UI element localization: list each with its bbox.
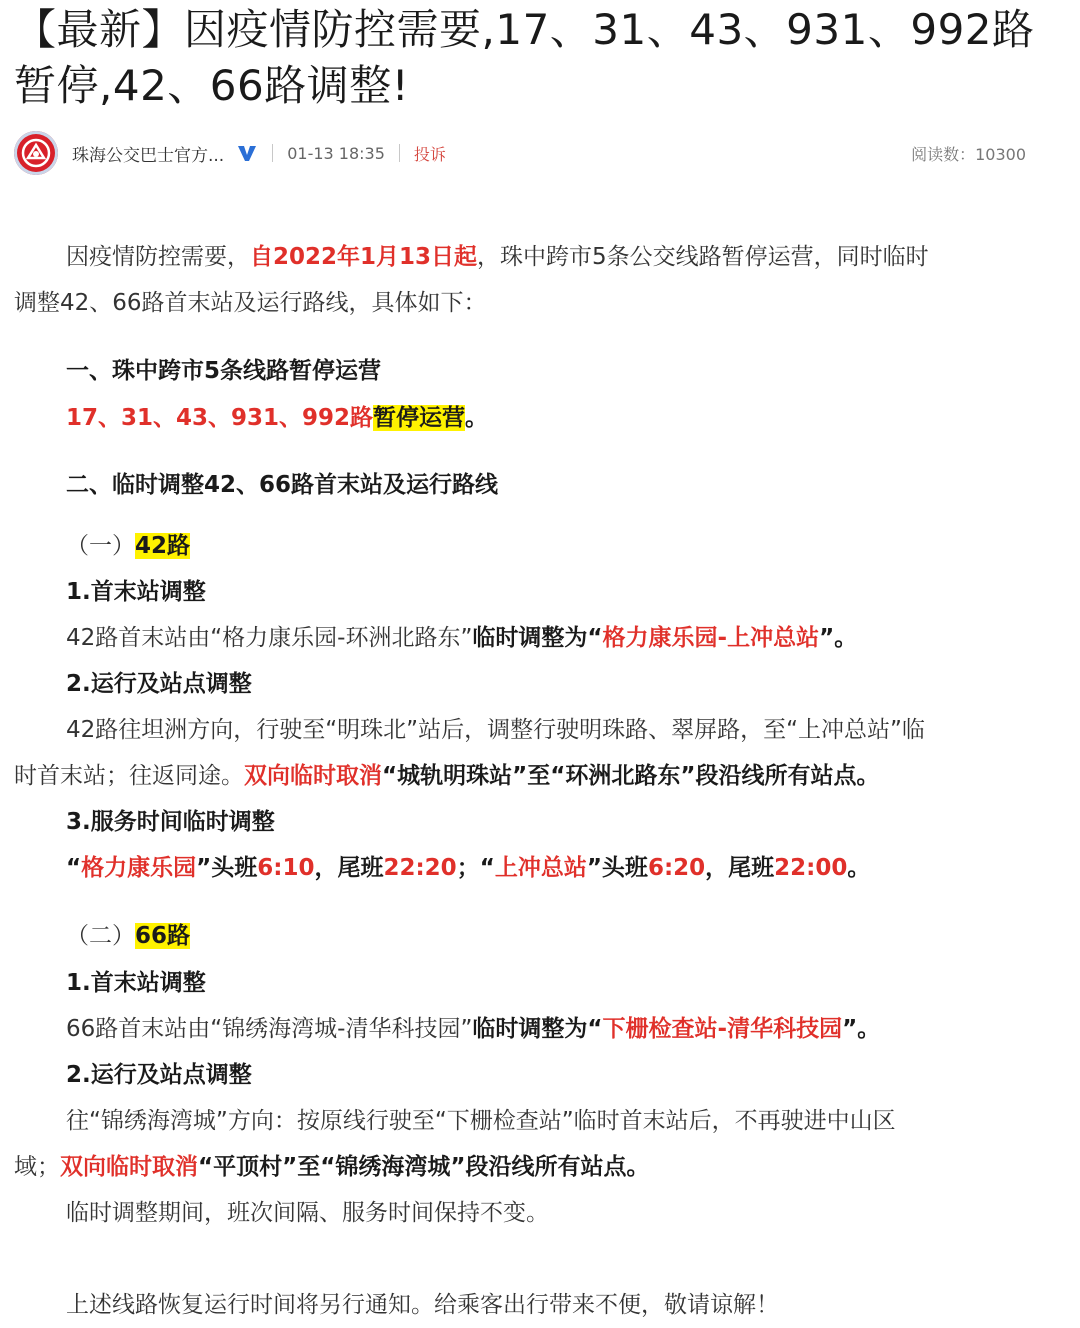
article-meta	[14, 130, 1026, 176]
route-42-route-change: 42路往坦洲方向，行驶至“明珠北”站后，调整行驶明珠路、翠屏路，至“上冲总站”临	[66, 717, 925, 743]
route-66-terminal-change: 66路首末站由“锦绣海湾城-清华科技园”临时调整为“下栅检查站-清华科技园”。	[66, 1016, 881, 1042]
intro-paragraph	[66, 234, 929, 280]
new-terminal: 格力康乐园-上冲总站	[602, 625, 820, 651]
route-66-sub-1: 1.首末站调整	[66, 970, 206, 996]
divider	[272, 144, 273, 162]
cancel-label: 双向临时取消	[244, 763, 382, 789]
effective-date: 自2022年1月13日起	[250, 244, 478, 270]
avatar[interactable]	[14, 131, 58, 175]
suspended-routes: 17、31、43、931、992路暂停运营。	[66, 405, 489, 431]
service-unchanged-note: 临时调整期间，班次间隔、服务时间保持不变。	[66, 1200, 549, 1226]
divider	[399, 144, 400, 162]
route-42-route-change-cont: 时首末站；往返同途。双向临时取消“城轨明珠站”至“环洲北路东”段沿线所有站点。	[14, 763, 880, 789]
publish-date: 01-13 18:35	[287, 143, 385, 163]
article-title	[14, 2, 1064, 114]
route-42-sub-2: 2.运行及站点调整	[66, 671, 252, 697]
route-42-sub-3: 3.服务时间临时调整	[66, 809, 275, 835]
read-count: 阅读数：10300	[911, 144, 1026, 164]
route-66-label: 66路	[135, 923, 191, 949]
intro-paragraph-cont: 调整42、66路首末站及运行路线，具体如下：	[14, 290, 487, 316]
report-link[interactable]: 投诉	[413, 144, 446, 164]
intro-text: 因疫情防控需要，	[66, 244, 250, 270]
section-1-heading: 一、珠中跨市5条线路暂停运营	[66, 358, 382, 384]
route-66-sub-2: 2.运行及站点调整	[66, 1062, 252, 1088]
intro-text: ，珠中跨市5条公交线路暂停运营，同时临时	[477, 244, 929, 270]
cancel-label: 双向临时取消	[60, 1154, 198, 1180]
verified-v-icon	[236, 142, 258, 164]
bus-logo-icon	[14, 131, 58, 175]
route-66-route-change: 往“锦绣海湾城”方向：按原线行驶至“下栅检查站”临时首末站后，不再驶进中山区	[66, 1108, 896, 1134]
route-66-route-change-cont: 域；双向临时取消“平顶村”至“锦绣海湾城”段沿线所有站点。	[14, 1154, 650, 1180]
title-line-2: 暂停,42、66路调整!	[14, 61, 410, 110]
section-2-heading: 二、临时调整42、66路首末站及运行路线	[66, 472, 499, 498]
route-42-terminal-change: 42路首末站由“格力康乐园-环洲北路东”临时调整为“格力康乐园-上冲总站”。	[66, 625, 858, 651]
title-line-1: 【最新】因疫情防控需要,17、31、43、931、992路	[14, 5, 1035, 54]
route-42-heading: （一）42路	[66, 533, 191, 559]
author-name[interactable]: 珠海公交巴士官方...	[72, 145, 225, 166]
new-terminal: 下栅检查站-清华科技园	[602, 1016, 843, 1042]
route-42-sub-1: 1.首末站调整	[66, 579, 206, 605]
suspend-label: 暂停运营	[373, 405, 466, 431]
route-42-service-times: “格力康乐园”头班6:10，尾班22:20；“上冲总站”头班6:20，尾班22:00。	[66, 855, 871, 881]
route-42-label: 42路	[135, 533, 191, 559]
routes-list: 17、31、43、931、992路	[66, 405, 374, 431]
closing-note: 上述线路恢复运行时间将另行通知。给乘客出行带来不便，敬请谅解！	[66, 1292, 779, 1318]
route-66-heading: （二）66路	[66, 923, 191, 949]
